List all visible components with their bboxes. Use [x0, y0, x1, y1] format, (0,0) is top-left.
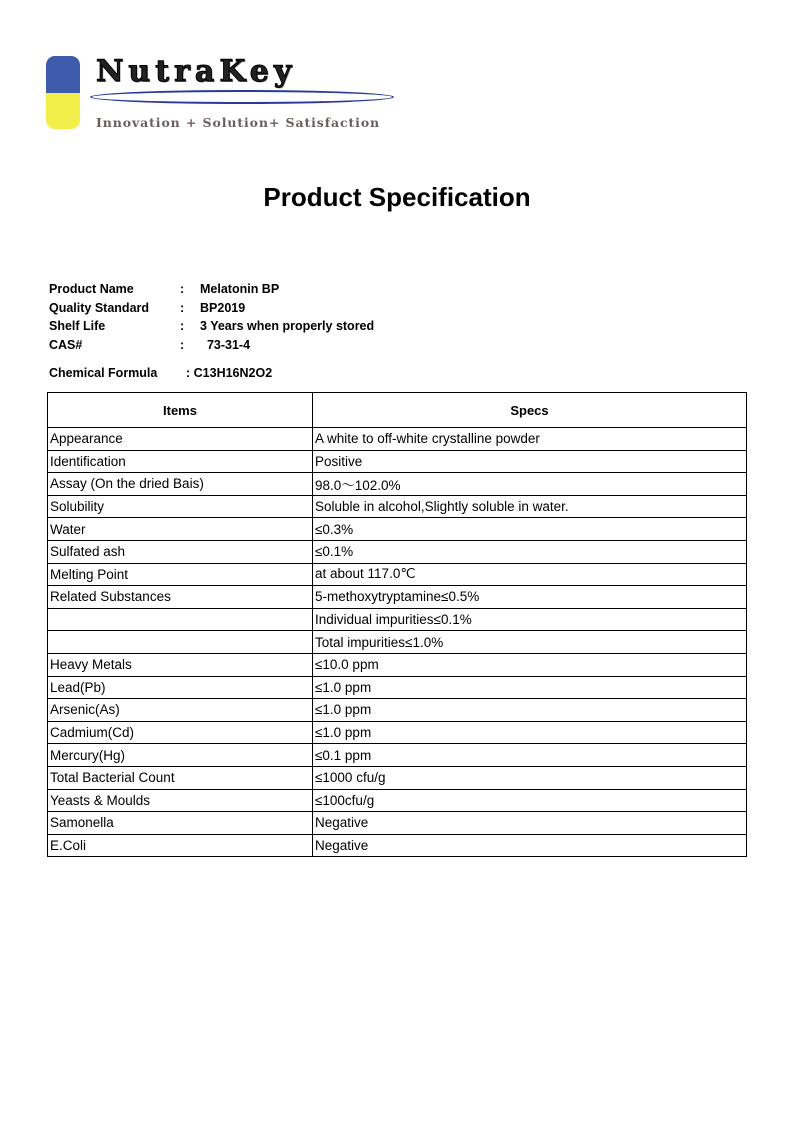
table-row [48, 586, 747, 609]
info-value: Melatonin BP [200, 282, 280, 296]
table-row [48, 766, 747, 789]
item-cell: Lead(Pb) [48, 676, 313, 699]
table-header-row [48, 393, 747, 428]
spec-cell: 5-methoxytryptamine≤0.5% [313, 586, 747, 609]
spec-cell: Positive [313, 450, 747, 473]
spec-cell: Individual impurities≤0.1% [313, 608, 747, 631]
info-label: Product Name [49, 282, 134, 296]
table-row [48, 495, 747, 518]
table-row [48, 473, 747, 496]
info-label: Shelf Life [49, 319, 106, 333]
item-cell: Cadmium(Cd) [48, 721, 313, 744]
spec-table [47, 392, 747, 857]
spec-cell: ≤0.3% [313, 518, 747, 541]
spec-cell: ≤0.1% [313, 540, 747, 563]
item-cell: Water [48, 518, 313, 541]
spec-cell: Soluble in alcohol,Slightly soluble in water. [313, 495, 747, 518]
item-cell: Related Substances [48, 586, 313, 609]
info-value: 3 Years when properly stored [200, 319, 375, 333]
item-cell: Yeasts & Moulds [48, 789, 313, 812]
spec-cell: A white to off-white crystalline powder [313, 428, 747, 451]
table-row [48, 563, 747, 586]
info-value: 73-31-4 [200, 338, 251, 352]
company-logo [46, 56, 406, 136]
table-row [48, 744, 747, 767]
spec-cell: at about 117.0℃ [313, 563, 747, 586]
table-row [48, 450, 747, 473]
logo-emblem [46, 56, 80, 129]
table-row [48, 631, 747, 654]
table-row [48, 518, 747, 541]
table-row [48, 540, 747, 563]
table-row [48, 676, 747, 699]
item-cell [48, 631, 313, 654]
item-cell: Assay (On the dried Bais) [48, 473, 313, 496]
info-label: Chemical Formula [49, 366, 158, 380]
table-row [48, 789, 747, 812]
logo-ellipse [90, 90, 394, 104]
table-row [48, 721, 747, 744]
info-value: BP2019 [200, 301, 246, 315]
table-row [48, 608, 747, 631]
info-colon: : [180, 301, 185, 315]
item-cell: Appearance [48, 428, 313, 451]
item-cell: Solubility [48, 495, 313, 518]
spec-cell: ≤1.0 ppm [313, 676, 747, 699]
spec-cell: ≤100cfu/g [313, 789, 747, 812]
table-row [48, 812, 747, 835]
table-row [48, 653, 747, 676]
info-colon: : [180, 319, 185, 333]
logo-tagline: Innovation + Solution+ Satisfaction [96, 115, 381, 130]
table-row [48, 699, 747, 722]
item-cell: Melting Point [48, 563, 313, 586]
spec-cell: Total impurities≤1.0% [313, 631, 747, 654]
item-cell: Samonella [48, 812, 313, 835]
spec-cell: Negative [313, 812, 747, 835]
item-cell: Arsenic(As) [48, 699, 313, 722]
info-colon: : [180, 282, 185, 296]
info-value: : C13H16N2O2 [186, 366, 273, 380]
spec-cell: ≤10.0 ppm [313, 653, 747, 676]
spec-cell: Negative [313, 834, 747, 857]
item-cell: Heavy Metals [48, 653, 313, 676]
header-specs: Specs [313, 393, 747, 428]
page-title: Product Specification [263, 182, 531, 212]
info-label: Quality Standard [49, 301, 150, 315]
header-items: Items [48, 393, 313, 428]
item-cell: Total Bacterial Count [48, 766, 313, 789]
spec-cell: ≤1000 cfu/g [313, 766, 747, 789]
item-cell: Sulfated ash [48, 540, 313, 563]
spec-cell: ≤1.0 ppm [313, 721, 747, 744]
spec-cell: ≤1.0 ppm [313, 699, 747, 722]
item-cell [48, 608, 313, 631]
item-cell: Mercury(Hg) [48, 744, 313, 767]
item-cell: E.Coli [48, 834, 313, 857]
spec-cell: 98.0～102.0% [313, 473, 747, 496]
info-label: CAS# [49, 338, 83, 352]
table-row [48, 428, 747, 451]
table-row [48, 834, 747, 857]
info-colon: : [180, 338, 185, 352]
logo-brand: NutraKey [96, 54, 297, 89]
item-cell: Identification [48, 450, 313, 473]
spec-cell: ≤0.1 ppm [313, 744, 747, 767]
